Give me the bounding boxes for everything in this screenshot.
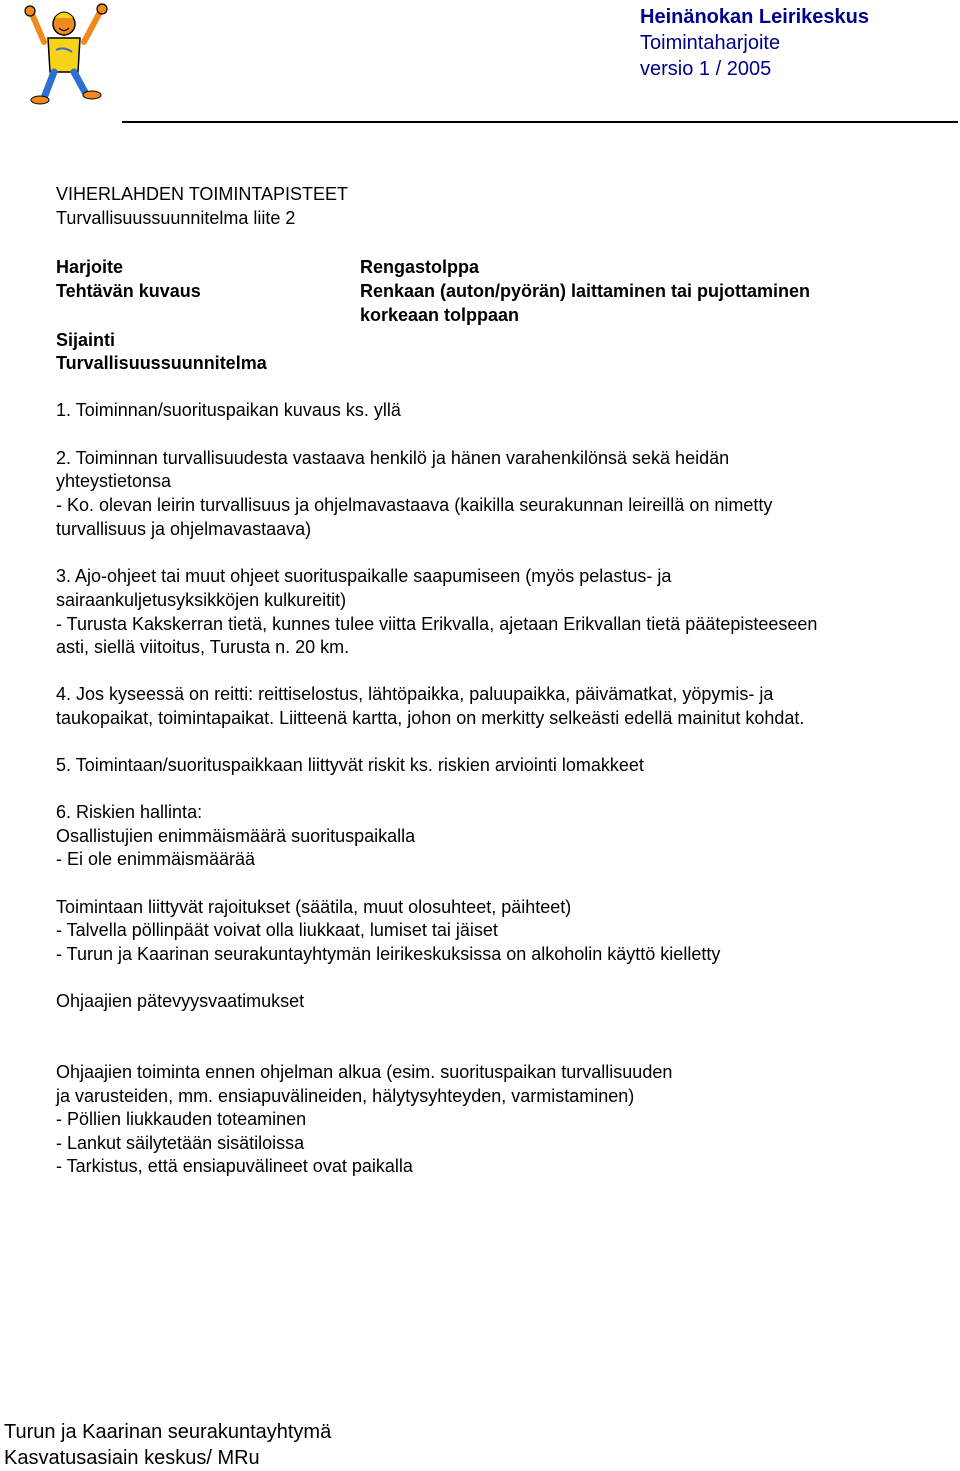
document-version: versio 1 / 2005 bbox=[640, 58, 772, 80]
patevyys-title: Ohjaajien pätevyysvaatimukset bbox=[56, 991, 305, 1011]
section-2-line2: yhteystietonsa bbox=[56, 471, 172, 491]
section-3-line3: - Turusta Kakskerran tietä, kunnes tulee viitta Erikvalla, ajetaan Erikvallan tietä päätepisteeseen bbox=[56, 614, 818, 634]
footer-line2: Kasvatusasiain keskus/ MRu bbox=[4, 1447, 260, 1469]
section-4-line1: 4. Jos kyseessä on reitti: reittiselostus, lähtöpaikka, paluupaikka, päivämatkat, yöpymis- ja bbox=[56, 684, 774, 704]
section-5: 5. Toimintaan/suorituspaikkaan liittyvät riskit ks. riskien arviointi lomakkeet bbox=[56, 755, 644, 775]
section-6-line2: Osallistujien enimmäismäärä suorituspaikalla bbox=[56, 826, 416, 846]
toiminta-line1: Ohjaajien toiminta ennen ohjelman alkua (esim. suorituspaikan turvallisuuden bbox=[56, 1062, 673, 1082]
section-2-line1: 2. Toiminnan turvallisuudesta vastaava henkilö ja hänen varahenkilönsä sekä heidän bbox=[56, 448, 730, 468]
toiminta-line2: ja varusteiden, mm. ensiapuvälineiden, hälytysyhteyden, varmistaminen) bbox=[56, 1086, 635, 1106]
kuvaus-value-line2: korkeaan tolppaan bbox=[360, 305, 520, 325]
section-6-line1: 6. Riskien hallinta: bbox=[56, 802, 203, 822]
organization-name: Heinänokan Leirikeskus bbox=[640, 6, 869, 28]
document-footer bbox=[4, 1419, 331, 1471]
header-divider bbox=[122, 121, 958, 123]
section-2-line3: - Ko. olevan leirin turvallisuus ja ohjelmavastaava (kaikilla seurakunnan leireillä on nimetty bbox=[56, 495, 773, 515]
kuvaus-label: Tehtävän kuvaus bbox=[56, 281, 201, 301]
harjoite-value: Rengastolppa bbox=[360, 257, 480, 277]
document-header bbox=[640, 4, 869, 82]
section-4-line2: taukopaikat, toimintapaikat. Liitteenä kartta, johon on merkitty selkeästi edellä mainitut kohdat. bbox=[56, 708, 805, 728]
cheering-figure-logo bbox=[14, 2, 122, 108]
document-subtitle: Turvallisuussuunnitelma liite 2 bbox=[56, 208, 296, 228]
toiminta-item-2: - Lankut säilytetään sisätiloissa bbox=[56, 1133, 305, 1153]
section-3-line2: sairaankuljetusyksikköjen kulkureitit) bbox=[56, 590, 347, 610]
rajoitukset-title: Toimintaan liittyvät rajoitukset (säätila, muut olosuhteet, päihteet) bbox=[56, 897, 572, 917]
rajoitukset-item-1: - Talvella pöllinpäät voivat olla liukkaat, lumiset tai jäiset bbox=[56, 920, 498, 940]
sijainti-label: Sijainti bbox=[56, 330, 116, 350]
toiminta-item-1: - Pöllien liukkauden toteaminen bbox=[56, 1109, 307, 1129]
suunnitelma-label: Turvallisuussuunnitelma bbox=[56, 353, 267, 373]
harjoite-label: Harjoite bbox=[56, 257, 124, 277]
toiminta-item-3: - Tarkistus, että ensiapuvälineet ovat paikalla bbox=[56, 1156, 413, 1176]
section-3-line4: asti, siellä viitoitus, Turusta n. 20 km. bbox=[56, 637, 350, 657]
document-title: VIHERLAHDEN TOIMINTAPISTEET bbox=[56, 184, 349, 204]
section-2-line4: turvallisuus ja ohjelmavastaava) bbox=[56, 519, 312, 539]
kuvaus-value-line1: Renkaan (auton/pyörän) laittaminen tai pujottaminen bbox=[360, 281, 811, 301]
section-6-line3: - Ei ole enimmäismäärää bbox=[56, 849, 256, 869]
section-1: 1. Toiminnan/suorituspaikan kuvaus ks. yllä bbox=[56, 400, 401, 420]
document-type: Toimintaharjoite bbox=[640, 32, 781, 54]
footer-line1: Turun ja Kaarinan seurakuntayhtymä bbox=[4, 1421, 332, 1443]
rajoitukset-item-2: - Turun ja Kaarinan seurakuntayhtymän leirikeskuksissa on alkoholin käyttö kielletty bbox=[56, 944, 721, 964]
section-3-line1: 3. Ajo-ohjeet tai muut ohjeet suorituspaikalle saapumiseen (myös pelastus- ja bbox=[56, 566, 672, 586]
